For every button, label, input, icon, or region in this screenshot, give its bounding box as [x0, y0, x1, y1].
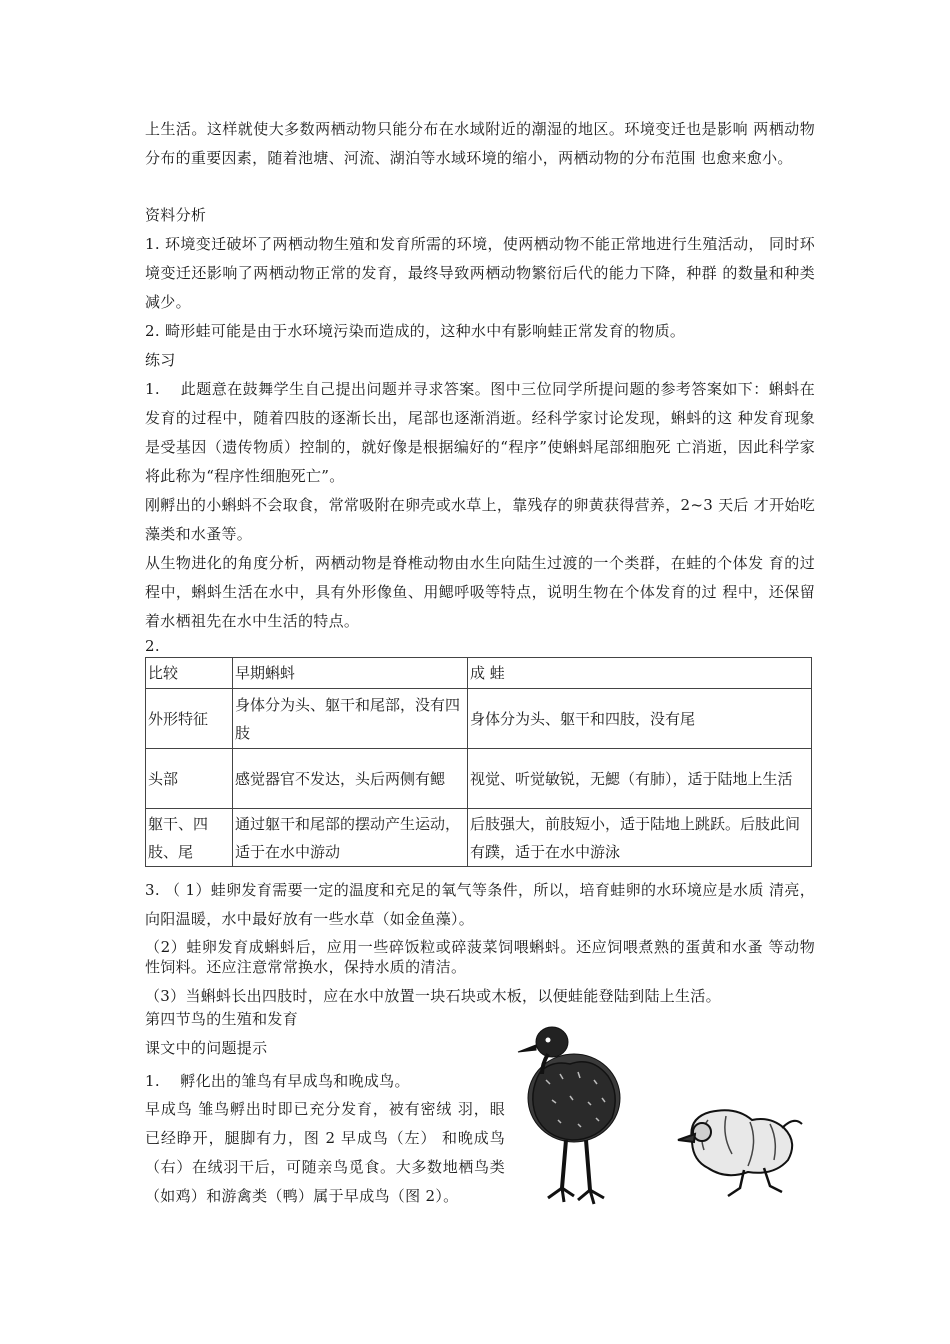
altricial-chick-icon — [678, 1110, 802, 1196]
heading-exercises: 练习 — [145, 351, 176, 369]
exercise-2-label: 2. — [145, 637, 160, 655]
table-row — [146, 689, 812, 749]
table-cell: 后肢强大，前肢短小，适于陆地上跳跃。后肢此间有蹼，适于在水中游泳 — [468, 809, 812, 867]
paragraph-exercise-1: 1. 此题意在鼓舞学生自己提出问题并寻求答案。图中三位同学所提问题的参考答案如下：蝌蚪在发育的过程中，随着四肢的逐渐长出，尾部也逐渐消逝。经科学家讨论发现，蝌蚪的这 种发育现象是受基因（遗传物质）控制的，就好像是根据编好的“程序”使蝌蚪尾部细胞死 亡消逝，因此科学家将此称为“程序性细胞死亡”。 — [145, 380, 815, 485]
paragraph-exercise-3-3: （3）当蝌蚪长出四肢时，应在水中放置一块石块或木板，以便蛙能登陆到陆上生活。 — [145, 987, 721, 1005]
table-header-row — [146, 658, 812, 689]
table-row — [146, 749, 812, 809]
heading-data-analysis: 资料分析 — [145, 206, 207, 224]
paragraph-analysis-1: 1. 环境变迁破坏了两栖动物生殖和发育所需的环境，使两栖动物不能正常地进行生殖活动， 同时环境变迁还影响了两栖动物正常的发育，最终导致两栖动物繁衍后代的能力下降，种群 的数量和种类减少。 — [145, 235, 815, 311]
table-cell: 通过躯干和尾部的摆动产生运动，适于在水中游动 — [233, 809, 468, 867]
table-cell: 感觉器官不发达，头后两侧有鳃 — [233, 749, 468, 809]
paragraph-precocial-birds: 早成鸟 雏鸟孵出时即已充分发育，被有密绒 羽，眼已经睁开，腿脚有力，图 2 早成鸟（左） 和晚成鸟（右）在绒羽干后，可随亲鸟觅食。大多数地栖鸟类（如鸡）和游禽类（鸭）属于早成鸟（图 2）。 — [145, 1100, 505, 1205]
paragraph-exercise-3-1: 3. （ 1）蛙卵发育需要一定的温度和充足的氧气等条件，所以，培育蛙卵的水环境应是水质 清亮，向阳温暖，水中最好放有一些水草（如金鱼藻）。 — [145, 881, 815, 928]
paragraph-tadpole-feeding: 刚孵出的小蝌蚪不会取食，常常吸附在卵壳或水草上，靠残存的卵黄获得营养，2~3 天后 才开始吃藻类和水蚤等。 — [145, 496, 815, 543]
table-cell: 头部 — [146, 749, 233, 809]
table-cell: 身体分为头、躯干和四肢，没有尾 — [468, 689, 812, 749]
paragraph-evolution: 从生物进化的角度分析，两栖动物是脊椎动物由水生向陆生过渡的一个类群，在蛙的个体发 育的过程中，蝌蚪生活在水中，具有外形像鱼、用鳃呼吸等特点，说明生物在个体发育的过 程中，还保留着水栖祖先在水中生活的特点。 — [145, 554, 815, 630]
table-cell: 外形特征 — [146, 689, 233, 749]
paragraph-amphibian-distribution: 上生活。这样就使大多数两栖动物只能分布在水域附近的潮湿的地区。环境变迁也是影响 两栖动物分布的重要因素，随着池塘、河流、湖泊等水域环境的缩小，两栖动物的分布范围 也愈来愈小。 — [145, 120, 815, 167]
bird-chicks-illustration-icon — [512, 1020, 812, 1216]
heading-bird-reproduction: 第四节鸟的生殖和发育 — [145, 1010, 299, 1028]
table-cell: 身体分为头、躯干和尾部，没有四肢 — [233, 689, 468, 749]
table-header-cell: 早期蝌蚪 — [233, 658, 468, 689]
precocial-chick-icon — [518, 1027, 620, 1204]
table-cell: 躯干、四肢、尾 — [146, 809, 233, 867]
table-header-cell: 比较 — [146, 658, 233, 689]
heading-question-hints: 课文中的问题提示 — [145, 1039, 268, 1057]
paragraph-hatchlings: 1. 孵化出的雏鸟有早成鸟和晚成鸟。 — [145, 1072, 410, 1090]
paragraph-exercise-3-2: （2）蛙卵发育成蝌蚪后，应用一些碎饭粒或碎菠菜饲喂蝌蚪。还应饲喂煮熟的蛋黄和水蚤 等动物性饲料。还应注意常常换水，保持水质的清洁。 — [145, 938, 815, 976]
comparison-table — [145, 657, 812, 867]
paragraph-analysis-2: 2. 畸形蛙可能是由于水环境污染而造成的，这种水中有影响蛙正常发育的物质。 — [145, 322, 686, 340]
table-cell: 视觉、听觉敏锐，无鰓（有肺），适于陆地上生活 — [468, 749, 812, 809]
table-row — [146, 809, 812, 867]
table-header-cell: 成 蛙 — [468, 658, 812, 689]
